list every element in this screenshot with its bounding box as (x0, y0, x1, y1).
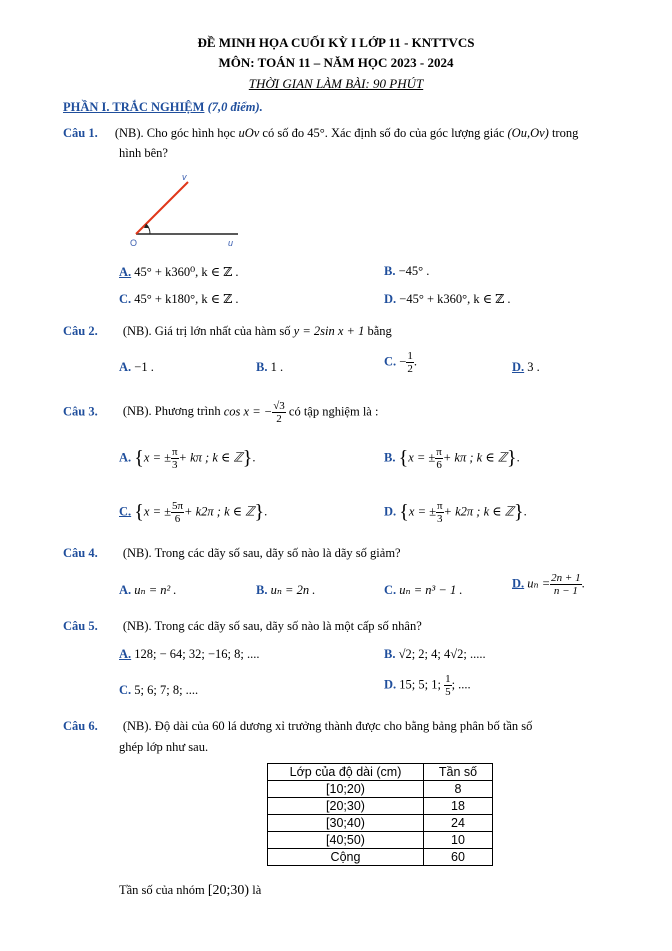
table-cell: 10 (424, 832, 493, 849)
q2-label: Câu 2. (63, 324, 98, 338)
q1-angle: uOv (238, 126, 260, 140)
q4-option-c[interactable]: C. uₙ = n³ − 1 . (384, 583, 463, 597)
q6-tail: Tần số của nhóm [20;30) là (119, 883, 262, 898)
q2-text: (NB). Giá trị lớn nhất của hàm số (122, 324, 291, 338)
table-cell: 8 (424, 781, 493, 798)
q2-option-a[interactable]: A. −1 . (119, 360, 154, 374)
q4-option-b[interactable]: B. uₙ = 2n . (256, 583, 316, 597)
table-row (268, 832, 493, 849)
table-total-row (268, 849, 493, 866)
table-cell: [20;30) (268, 798, 424, 815)
q2-option-d[interactable]: D. 3 . (512, 360, 540, 374)
subject-line: MÔN: TOÁN 11 – NĂM HỌC 2023 - 2024 (218, 55, 454, 70)
table-cell: 18 (424, 798, 493, 815)
q2-tail: bằng (367, 324, 392, 338)
q4-option-d[interactable]: D. uₙ = $\frac{2n + 1}{n - 1}$ . (512, 572, 585, 597)
q3-expr: cos x = − (223, 404, 273, 419)
q2-expr: y = 2sin x + 1 (293, 324, 365, 338)
q1-option-a[interactable]: A. 45° + k360⁰, k ∈ ℤ . (119, 265, 239, 279)
table-row (268, 815, 493, 832)
q4-option-a[interactable]: A. uₙ = n² . (119, 583, 177, 597)
question-3: Câu 3. (NB). Phương trình cos x = − $\frac{√3}{2}$ có tập nghiệm là : (63, 400, 379, 425)
q1-text-e: hình bên? (119, 146, 168, 160)
question-5 (63, 619, 422, 634)
table-cell: [30;40) (268, 815, 424, 832)
label-o: O (130, 238, 138, 248)
section-score: (7,0 điểm). (207, 100, 263, 114)
q4-text: (NB). Trong các dãy số sau, dãy số nào là dãy số giảm? (122, 546, 401, 560)
q5-option-d[interactable]: D. 15; 5; 1; $\frac{1}{5}$ ; .... (384, 673, 471, 698)
table-row (268, 798, 493, 815)
q3-text: (NB). Phương trình (122, 404, 221, 419)
q1-degree: 45° (307, 126, 325, 140)
q2-option-c[interactable]: C. − $\frac{1}{2}$ . (384, 350, 417, 375)
q5-option-a[interactable]: A. 128; − 64; 32; −16; 8; .... (119, 647, 260, 661)
q1-option-c[interactable]: C. 45° + k180°, k ∈ ℤ . (119, 292, 239, 306)
frequency-table (267, 763, 493, 866)
ray-ov (136, 182, 188, 234)
table-header: Tần số (424, 764, 493, 781)
q6-label: Câu 6. (63, 719, 98, 733)
table-row (268, 781, 493, 798)
q6-text-2: ghép lớp như sau. (119, 740, 209, 754)
q1-text-b: có số đo (262, 126, 305, 140)
q1-option-d[interactable]: D. −45° + k360°, k ∈ ℤ . (384, 292, 511, 306)
table-cell: 24 (424, 815, 493, 832)
q5-option-c[interactable]: C. 5; 6; 7; 8; .... (119, 683, 199, 697)
q2-option-b[interactable]: B. 1 . (256, 360, 284, 374)
exam-title: ĐỀ MINH HỌA CUỐI KỲ I LỚP 11 - KNTTVCS (197, 35, 475, 50)
time-line: THỜI GIAN LÀM BÀI: 90 PHÚT (248, 76, 424, 91)
q3-option-c[interactable]: C. {x = ± $\frac{5\pi}{6}$ + k2π ; k ∈ ℤ}. (119, 500, 268, 525)
question-1 (63, 126, 578, 141)
q5-option-b[interactable]: B. √2; 2; 4; 4√2; ..... (384, 647, 486, 661)
section-title: PHẦN I. TRẮC NGHIỆM (63, 100, 205, 114)
table-cell: [10;20) (268, 781, 424, 798)
q4-label: Câu 4. (63, 546, 98, 560)
q1-label: Câu 1. (63, 126, 98, 140)
table-cell: 60 (424, 849, 493, 866)
table-header: Lớp của độ dài (cm) (268, 764, 424, 781)
q1-option-b[interactable]: B. −45° . (384, 264, 430, 278)
q6-text: (NB). Độ dài của 60 lá dương xỉ trưởng thành được cho bằng bảng phân bố tần số (122, 719, 533, 733)
q3-option-b[interactable]: B. {x = ± $\frac{\pi}{6}$ + kπ ; k ∈ ℤ}. (384, 446, 520, 471)
q3-tail: có tập nghiệm là : (288, 404, 379, 419)
question-6 (63, 719, 532, 734)
table-header-row (268, 764, 493, 781)
q1-text-d: trong (551, 126, 579, 140)
q1-text-c: . Xác định số đo của góc lượng giác (324, 126, 505, 140)
section-heading (63, 100, 263, 115)
q3-option-a[interactable]: A. {x = ± $\frac{\pi}{3}$ + kπ ; k ∈ ℤ}. (119, 446, 256, 471)
angle-figure (120, 168, 260, 250)
table-cell: Cộng (268, 849, 424, 866)
q1-pair: (Ou,Ov) (507, 126, 549, 140)
table-cell: [40;50) (268, 832, 424, 849)
q5-label: Câu 5. (63, 619, 98, 633)
q3-label: Câu 3. (63, 404, 98, 419)
label-v: v (182, 172, 187, 182)
q5-text: (NB). Trong các dãy số sau, dãy số nào là một cấp số nhân? (122, 619, 422, 633)
q3-option-d[interactable]: D. {x = ± $\frac{\pi}{3}$ + k2π ; k ∈ ℤ}. (384, 500, 527, 525)
label-u: u (228, 238, 234, 248)
q1-text: (NB). Cho góc hình học (114, 126, 236, 140)
question-2 (63, 324, 392, 339)
question-4 (63, 546, 401, 561)
